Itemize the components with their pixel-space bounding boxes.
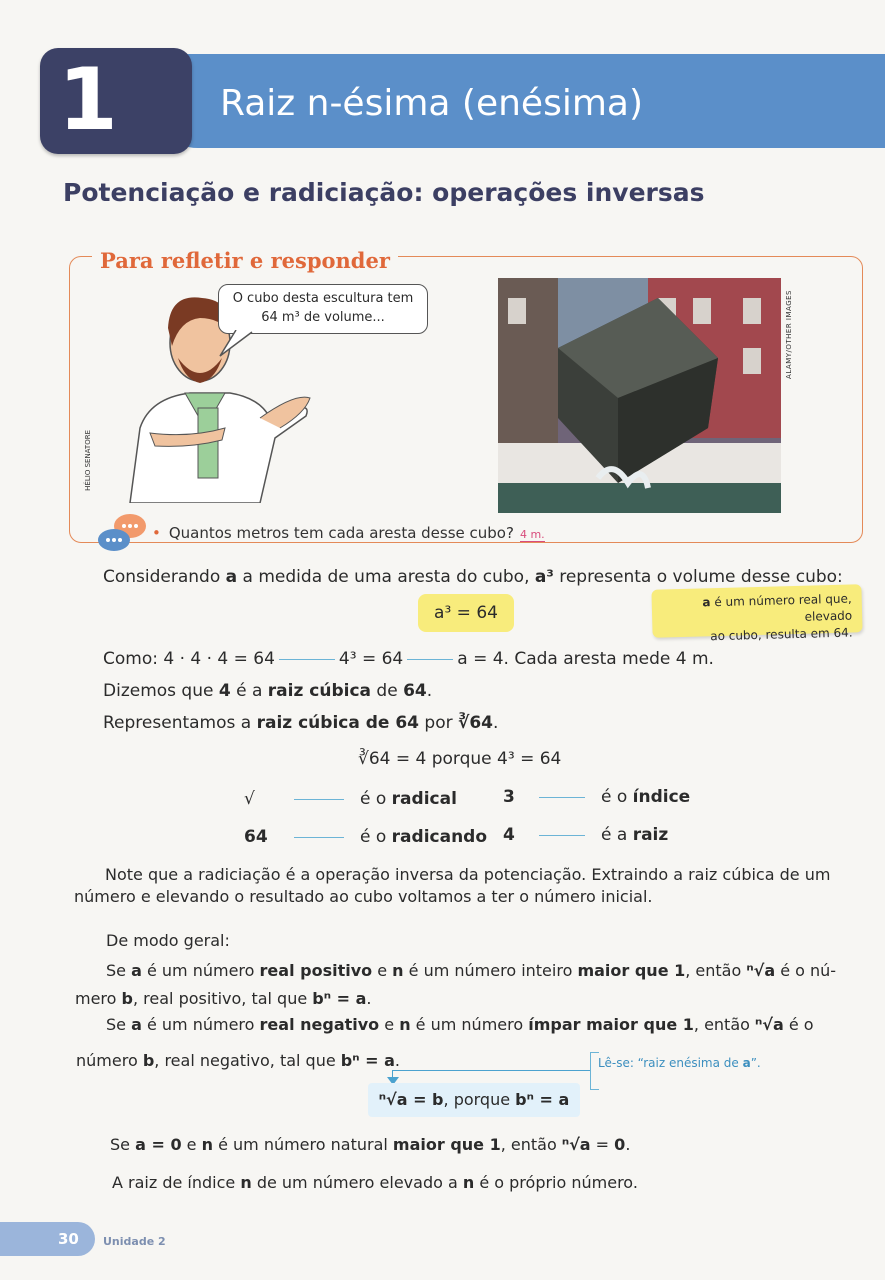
- text: de: [371, 681, 404, 701]
- text-bold: índice: [632, 787, 691, 807]
- term-symbol: 4: [503, 825, 515, 845]
- term-radical: [244, 788, 457, 810]
- text: , porque: [443, 1090, 516, 1109]
- centered-equation: ∛64 = 4 porque 4³ = 64: [358, 749, 562, 769]
- text: a medida de uma aresta do cubo,: [237, 567, 535, 587]
- text: ”.: [750, 1056, 761, 1070]
- text: Considerando: [103, 567, 226, 587]
- text: ao cubo, resulta em 64.: [710, 625, 853, 644]
- text: .: [394, 1051, 400, 1070]
- connector-line: [279, 659, 335, 660]
- page-number: 30: [58, 1230, 79, 1248]
- term-radicando: [244, 826, 487, 848]
- term-symbol: √: [244, 789, 255, 809]
- rule-2-line-2: [76, 1050, 400, 1072]
- text-bold: a: [131, 961, 142, 980]
- section-heading: Potenciação e radiciação: operações inversas: [63, 178, 705, 207]
- connector-line: [294, 799, 344, 800]
- term-indice: [503, 786, 690, 808]
- text-bold: maior que 1: [392, 1135, 501, 1154]
- text-bold: n: [399, 1015, 411, 1034]
- text: .: [493, 713, 499, 733]
- side-note: [651, 584, 862, 644]
- formula-highlight: [368, 1083, 580, 1117]
- rule-2-line-1: [106, 1014, 814, 1036]
- text: Representamos a: [103, 713, 257, 733]
- speech-bubble: [218, 284, 428, 334]
- text-bold: maior que 1: [577, 961, 686, 980]
- paragraph-como: [103, 648, 714, 670]
- rule-1-line-2: [75, 988, 371, 1010]
- text: é o: [360, 827, 392, 847]
- text: é um número: [410, 1015, 529, 1034]
- text: é um número: [141, 1015, 260, 1034]
- chat-bubbles-icon: [96, 510, 152, 556]
- text: é a: [601, 825, 633, 845]
- text: Se: [106, 961, 132, 980]
- text: Se: [110, 1135, 136, 1154]
- speech-line-1: O cubo desta escultura tem: [232, 291, 414, 306]
- text-bold: ⁿ√a: [755, 1015, 784, 1034]
- text-bold: ⁿ√a = b: [378, 1090, 444, 1109]
- text-bold: n: [201, 1135, 213, 1154]
- text: é um número inteiro: [403, 961, 578, 980]
- text-bold: raiz: [632, 825, 669, 845]
- text-bold: b: [121, 989, 133, 1008]
- equation-highlight: a³ = 64: [418, 594, 514, 632]
- text-bold: bⁿ = a: [515, 1090, 570, 1109]
- text: .: [366, 989, 372, 1008]
- text: , real negativo, tal que: [154, 1051, 341, 1070]
- connector-line: [407, 659, 453, 660]
- text-bold: real negativo: [259, 1015, 380, 1034]
- text: e: [181, 1135, 202, 1154]
- rule-4: [112, 1172, 638, 1194]
- text: é o: [783, 1015, 814, 1034]
- rule-1-line-1: [106, 960, 836, 982]
- text: a = 4. Cada aresta mede 4 m.: [457, 649, 714, 669]
- connector-line: [539, 797, 585, 798]
- text-bold: a: [225, 567, 238, 587]
- illustration-credit: HÉLIO SENATORE: [84, 430, 92, 491]
- reading-note: [598, 1056, 761, 1070]
- text-bold: radical: [391, 789, 457, 809]
- bullet: •: [152, 524, 161, 542]
- chapter-number: 1: [58, 50, 118, 150]
- paragraph-representamos: [103, 712, 498, 734]
- text-bold: 0: [614, 1135, 626, 1154]
- text-bold: a = 0: [135, 1135, 182, 1154]
- text: Como: 4 · 4 · 4 = 64: [103, 649, 275, 669]
- text-bold: n: [462, 1173, 475, 1192]
- paragraph-note-line-2: número e elevando o resultado ao cubo voltamos a ter o número inicial.: [74, 887, 653, 906]
- text: número: [76, 1051, 143, 1070]
- text: por: [419, 713, 459, 733]
- text-bold: bⁿ = a: [312, 989, 367, 1008]
- text-bold: n: [392, 961, 404, 980]
- text-bold: ímpar maior que 1: [528, 1015, 694, 1034]
- text: é o nú-: [775, 961, 837, 980]
- connector-line: [539, 835, 585, 836]
- text: de um número elevado a: [251, 1173, 463, 1192]
- text: é o: [601, 787, 633, 807]
- text: Se: [106, 1015, 132, 1034]
- speech-bubble-tail: [218, 330, 258, 360]
- text: é o: [360, 789, 392, 809]
- reflect-question: [152, 524, 545, 542]
- unit-label: Unidade 2: [103, 1235, 166, 1248]
- text-bold: a: [742, 1056, 751, 1070]
- text-bold: raiz cúbica: [267, 681, 372, 701]
- reflect-title: Para refletir e responder: [92, 248, 398, 273]
- chapter-title: Raiz n-ésima (enésima): [220, 83, 643, 124]
- text-bold: 64: [403, 681, 427, 701]
- text-bold: a: [131, 1015, 142, 1034]
- text-bold: radicando: [391, 827, 488, 847]
- text-bold: a: [702, 595, 711, 610]
- text: é um número natural: [212, 1135, 393, 1154]
- photo-credit: ALAMY/OTHER IMAGES: [785, 290, 793, 379]
- question-answer: 4 m.: [519, 528, 545, 541]
- text-bold: bⁿ = a: [340, 1051, 395, 1070]
- text: mero: [75, 989, 122, 1008]
- pointer-line: [392, 1070, 590, 1071]
- text-bold: ⁿ√a: [561, 1135, 591, 1154]
- page-number-tab: [0, 1222, 95, 1256]
- text-bold: ∛64: [458, 713, 494, 733]
- paragraph-note-line-1: Note que a radiciação é a operação inversa da potenciação. Extraindo a raiz cúbica de um: [105, 865, 831, 884]
- text: Dizemos que: [103, 681, 219, 701]
- text-bold: 4: [218, 681, 231, 701]
- text-bold: n: [240, 1173, 252, 1192]
- text: representa o volume desse cubo:: [553, 567, 843, 587]
- text: 4³ = 64: [338, 649, 404, 669]
- text-bold: b: [142, 1051, 155, 1070]
- speech-line-2: 64 m³ de volume...: [261, 310, 385, 325]
- rule-3: [110, 1134, 630, 1156]
- text: .: [426, 681, 433, 701]
- paragraph-considering: [103, 566, 843, 588]
- text-bold: a³: [534, 567, 554, 587]
- text: , real positivo, tal que: [132, 989, 313, 1008]
- text-bold: ⁿ√a: [746, 961, 776, 980]
- term-raiz: [503, 824, 668, 846]
- question-text: Quantos metros tem cada aresta desse cubo?: [168, 524, 514, 542]
- text: é um número real que, elevado: [710, 591, 853, 624]
- text: , então: [500, 1135, 562, 1154]
- cube-sculpture-photo: [498, 278, 781, 513]
- term-symbol: 3: [503, 787, 515, 807]
- text-bold: real positivo: [259, 961, 373, 980]
- text: Lê-se: “raiz enésima de: [598, 1056, 743, 1070]
- text-bold: raiz cúbica de 64: [256, 713, 420, 733]
- paragraph-geral: De modo geral:: [106, 931, 230, 950]
- text: =: [590, 1135, 615, 1154]
- connector-line: [294, 837, 344, 838]
- text: é o próprio número.: [474, 1173, 638, 1192]
- text: é um número: [141, 961, 260, 980]
- text: , então: [693, 1015, 755, 1034]
- term-symbol: 64: [244, 827, 268, 847]
- text: e: [372, 961, 393, 980]
- text: A raiz de índice: [112, 1173, 241, 1192]
- text: e: [379, 1015, 400, 1034]
- paragraph-dizemos: [103, 680, 432, 702]
- text: é a: [230, 681, 268, 701]
- text: .: [625, 1135, 631, 1154]
- text: , então: [685, 961, 747, 980]
